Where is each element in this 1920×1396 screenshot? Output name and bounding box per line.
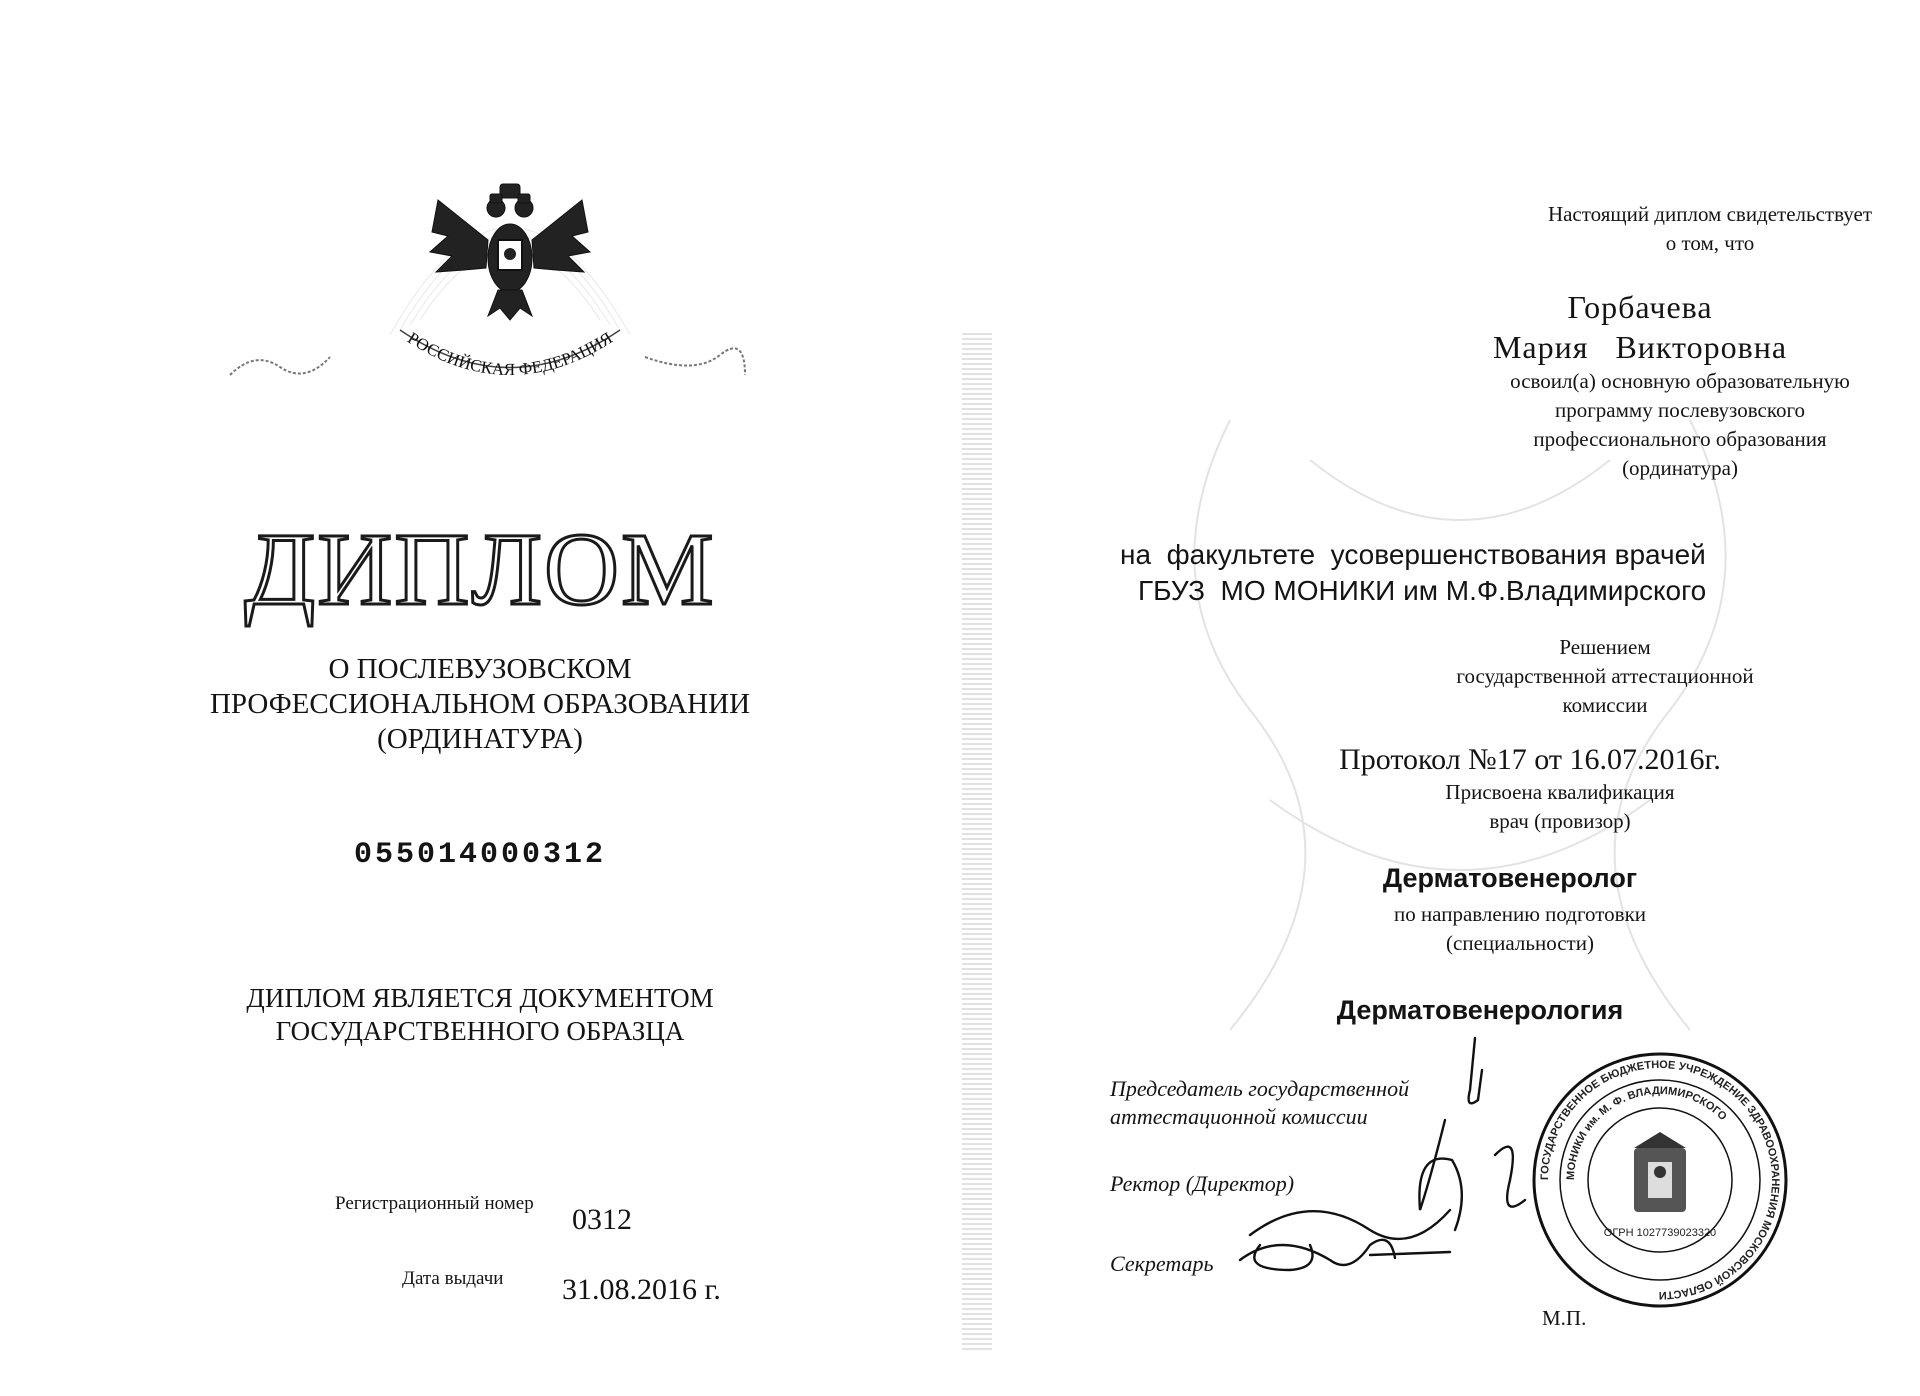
seal-inner-text: МОНИКИ им. М. Ф. ВЛАДИМИРСКОГО: [1564, 1084, 1729, 1181]
intro-line: о том, что: [1665, 231, 1755, 255]
ornament-right: [640, 345, 750, 385]
graduate-surname: Горбачева: [1567, 289, 1713, 325]
intro-line: Настоящий диплом свидетельствует: [1547, 202, 1873, 226]
decision-line: комиссии: [1562, 693, 1648, 717]
program-line: программу послевузовского: [1554, 398, 1806, 422]
faculty-institution: [1120, 537, 1840, 609]
program-line: профессионального образования: [1533, 427, 1827, 451]
program-description: [1380, 367, 1920, 483]
intro-text: [1410, 200, 1920, 258]
chair-line: Председатель государственной: [1110, 1076, 1410, 1101]
seal-outer-text: ГОСУДАРСТВЕННОЕ БЮДЖЕТНОЕ УЧРЕЖДЕНИЕ ЗДРАВООХРАНЕНИЯ МОСКОВСКОЙ ОБЛАСТИ: [1538, 1058, 1782, 1302]
secretary-signature-label: Секретарь: [1110, 1251, 1214, 1276]
emblem-caption: РОССИЙСКАЯ ФЕДЕРАЦИЯ: [404, 328, 616, 380]
protocol-number: Протокол №17 от 16.07.2016г.: [1339, 743, 1721, 776]
issue-date-value: 31.08.2016 г.: [562, 1273, 721, 1306]
direction-line: по направлению подготовки: [1393, 902, 1647, 926]
registration-label: Регистрационный номер: [335, 1193, 534, 1214]
faculty-line: на факультете усовершенствования врачей: [1120, 539, 1706, 570]
registration-value: 0312: [572, 1203, 632, 1236]
commission-decision: [1305, 633, 1905, 720]
decision-line: государственной аттестационной: [1456, 664, 1754, 688]
training-direction: [1220, 900, 1820, 958]
handwritten-signatures: [1220, 1030, 1560, 1280]
chair-line: аттестационной комиссии: [1110, 1104, 1368, 1129]
specialty-title: Дерматовенеролог: [1382, 863, 1638, 893]
issue-date-label: Дата выдачи: [402, 1268, 504, 1289]
rector-signature-label: Ректор (Директор): [1110, 1171, 1295, 1196]
seal-ogrn: ОГРН 1027739023320: [1603, 1227, 1717, 1239]
qualification-line: врач (провизор): [1489, 809, 1631, 833]
notice-line: ДИПЛОМ ЯВЛЯЕТСЯ ДОКУМЕНТОМ: [246, 983, 714, 1013]
program-line: (ординатура): [1622, 456, 1738, 480]
seal-place-mark: М.П.: [1542, 1306, 1587, 1330]
seal-coat-of-arms: [1634, 1132, 1686, 1212]
qualification-line: Присвоена квалификация: [1445, 780, 1675, 804]
diploma-content-page: [960, 0, 1920, 1396]
diploma-subtitle: [0, 652, 960, 757]
official-seal: [1530, 1050, 1790, 1310]
serial-number: 055014000312: [353, 838, 607, 872]
qualification: [1260, 778, 1860, 836]
state-emblem: [360, 140, 660, 400]
graduate-name: [1340, 287, 1920, 367]
subtitle-line: ПРОФЕССИОНАЛЬНОМ ОБРАЗОВАНИИ: [209, 688, 751, 720]
decision-line: Решением: [1559, 635, 1651, 659]
speciality-name: Дерматовенерология: [1336, 995, 1624, 1025]
graduate-given-names: Мария Викторовна: [1492, 329, 1788, 365]
subtitle-line: (ОРДИНАТУРА): [377, 723, 583, 755]
direction-line: (специальности): [1446, 931, 1594, 955]
institution-line: ГБУЗ МО МОНИКИ им М.Ф.Владимирского: [1138, 575, 1707, 606]
program-line: освоил(а) основную образовательную: [1510, 369, 1850, 393]
svg-text:РОССИЙСКАЯ ФЕДЕРАЦИЯ: [404, 328, 615, 379]
diploma-title: ДИПЛОМ: [244, 512, 716, 627]
subtitle-line: О ПОСЛЕВУЗОВСКОМ: [328, 653, 632, 685]
state-document-notice: [0, 982, 960, 1048]
notice-line: ГОСУДАРСТВЕННОГО ОБРАЗЦА: [275, 1016, 685, 1046]
ornament-left: [225, 345, 335, 385]
